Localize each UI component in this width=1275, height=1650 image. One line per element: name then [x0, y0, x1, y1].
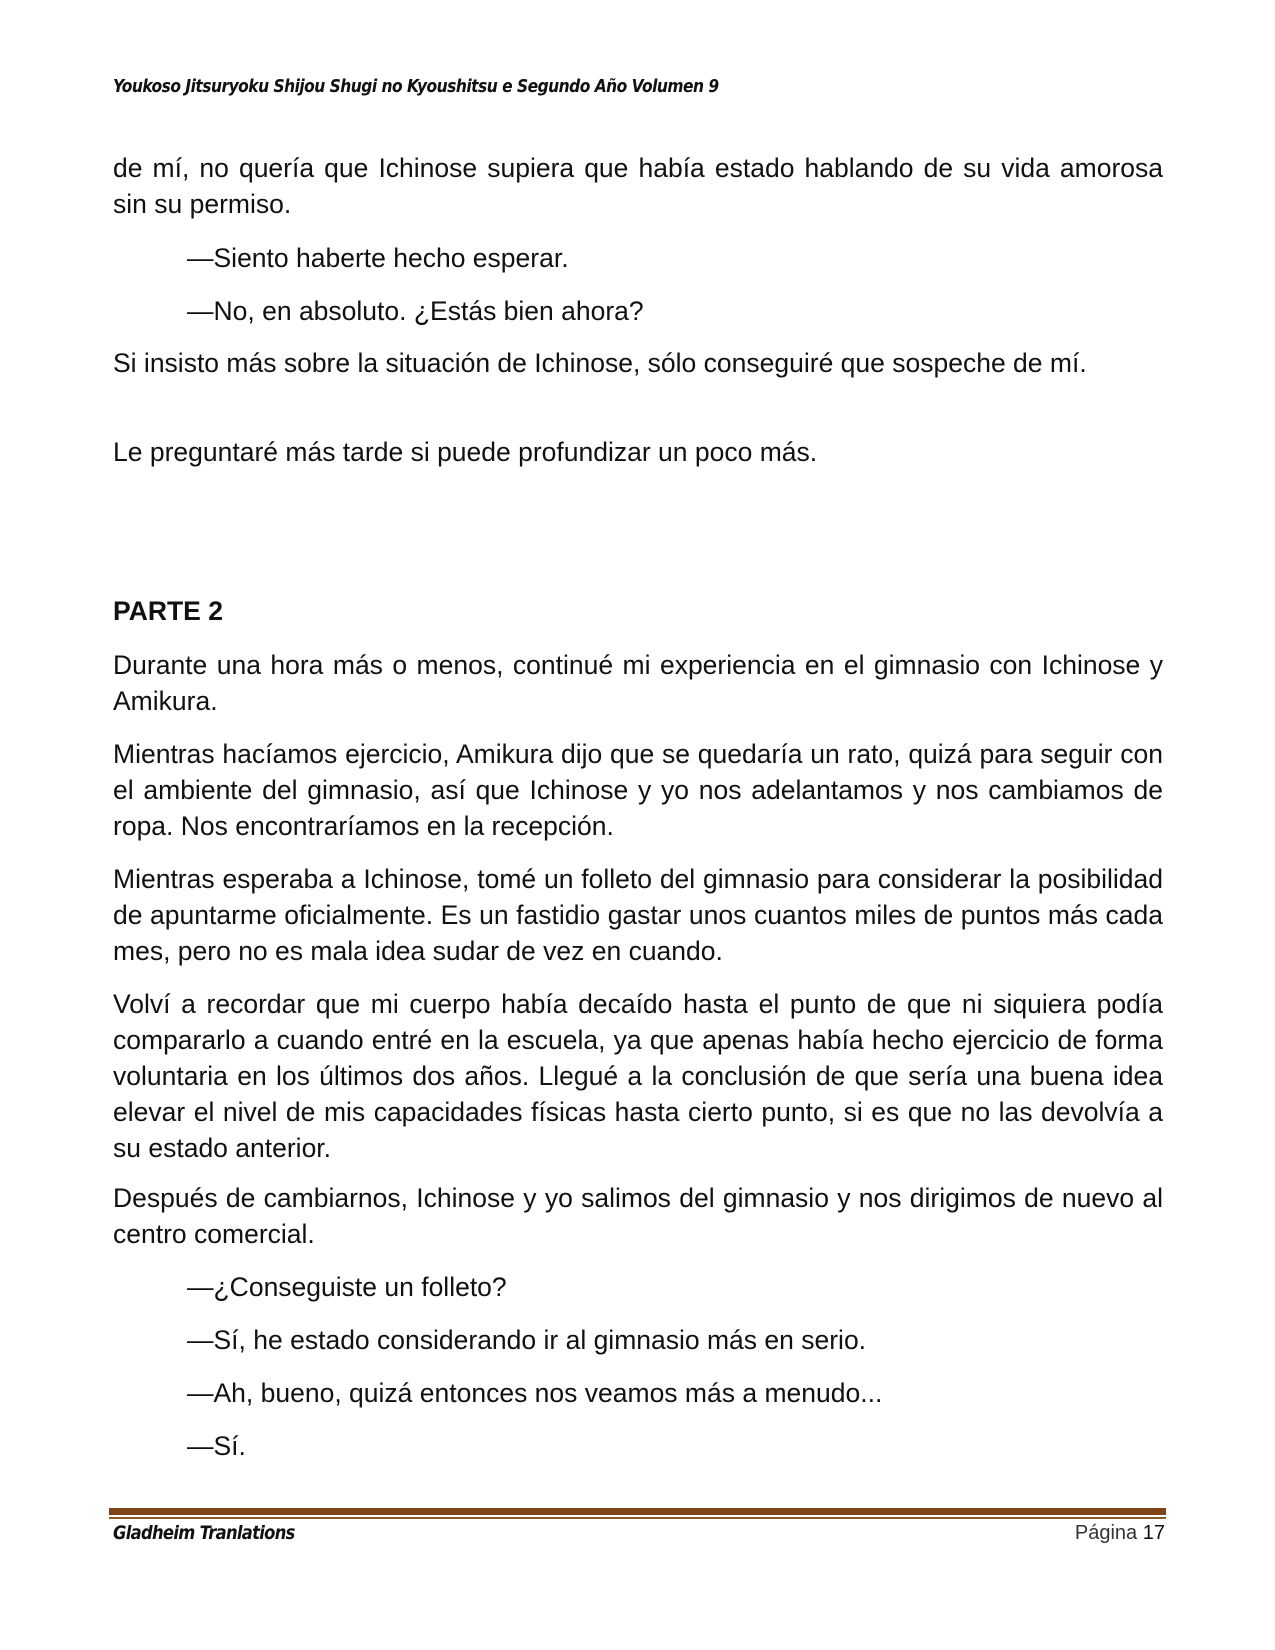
- paragraph-block: [113, 345, 1163, 381]
- continued-paragraph: [113, 150, 1163, 222]
- dialogue-text: —¿Conseguiste un folleto?: [187, 1272, 507, 1302]
- paragraph-block: [113, 1180, 1163, 1252]
- running-header: Youkoso Jitsuryoku Shijou Shugi no Kyoushitsu e Segundo Año Volumen 9: [113, 76, 719, 97]
- paragraph-block: [113, 647, 1163, 719]
- paragraph: Volví a recordar que mi cuerpo había decaído hasta el punto de que ni siquiera podía compararlo a cuando entré en la escuela, ya que apenas había hecho ejercicio de forma voluntaria en los últimos dos años. Llegué a la conclusión de que sería una buena idea elevar el nivel de mis capacidades físicas hasta cierto punto, si es que no las devolvía a su estado anterior.: [113, 989, 1163, 1163]
- dialogue-text: —Sí.: [187, 1431, 246, 1461]
- dialogue-text: —Sí, he estado considerando ir al gimnasio más en serio.: [187, 1325, 867, 1355]
- paragraph-block: [113, 986, 1163, 1166]
- paragraph: Durante una hora más o menos, continué mi experiencia en el gimnasio con Ichinose y Amikura.: [113, 650, 1163, 716]
- page-number-label: [1075, 1522, 1165, 1545]
- paragraph-block: [113, 434, 1163, 470]
- paragraph-block: [113, 861, 1163, 969]
- paragraph: Le preguntaré más tarde si puede profundizar un poco más.: [113, 437, 818, 467]
- footer-divider-thick: [109, 1508, 1166, 1515]
- dialogue-text: —No, en absoluto. ¿Estás bien ahora?: [187, 296, 644, 326]
- dialogue-line: [113, 240, 1163, 276]
- section-heading-block: [113, 593, 1163, 629]
- dialogue-line: [113, 1428, 1163, 1464]
- dialogue-line: [113, 293, 1163, 329]
- dialogue-line: [113, 1322, 1163, 1358]
- dialogue-text: —Siento haberte hecho esperar.: [187, 243, 569, 273]
- paragraph: Mientras hacíamos ejercicio, Amikura dijo que se quedaría un rato, quizá para seguir con el ambiente del gimnasio, así que Ichinose y yo nos adelantamos y nos cambiamos de ropa. Nos encontraríamos en la recepción.: [113, 739, 1163, 841]
- paragraph: de mí, no quería que Ichinose supiera que había estado hablando de su vida amorosa sin su permiso.: [113, 153, 1163, 219]
- paragraph: Si insisto más sobre la situación de Ichinose, sólo conseguiré que sospeche de mí.: [113, 348, 1087, 378]
- page-label: Página: [1074, 1522, 1143, 1544]
- dialogue-line: [113, 1375, 1163, 1411]
- paragraph: Mientras esperaba a Ichinose, tomé un folleto del gimnasio para considerar la posibilidad de apuntarme oficialmente. Es un fastidio gastar unos cuantos miles de puntos más cada mes, pero no es mala idea sudar de vez en cuando.: [113, 864, 1163, 966]
- footer-credit: Gladheim Tranlations: [113, 1522, 295, 1544]
- dialogue-text: —Ah, bueno, quizá entonces nos veamos más a menudo...: [187, 1378, 883, 1408]
- paragraph: Después de cambiarnos, Ichinose y yo salimos del gimnasio y nos dirigimos de nuevo al centro comercial.: [113, 1183, 1163, 1249]
- dialogue-line: [113, 1269, 1163, 1305]
- page-number: 17: [1142, 1522, 1165, 1544]
- section-heading: PARTE 2: [113, 596, 223, 626]
- footer-divider-thin: [109, 1517, 1166, 1519]
- paragraph-block: [113, 736, 1163, 844]
